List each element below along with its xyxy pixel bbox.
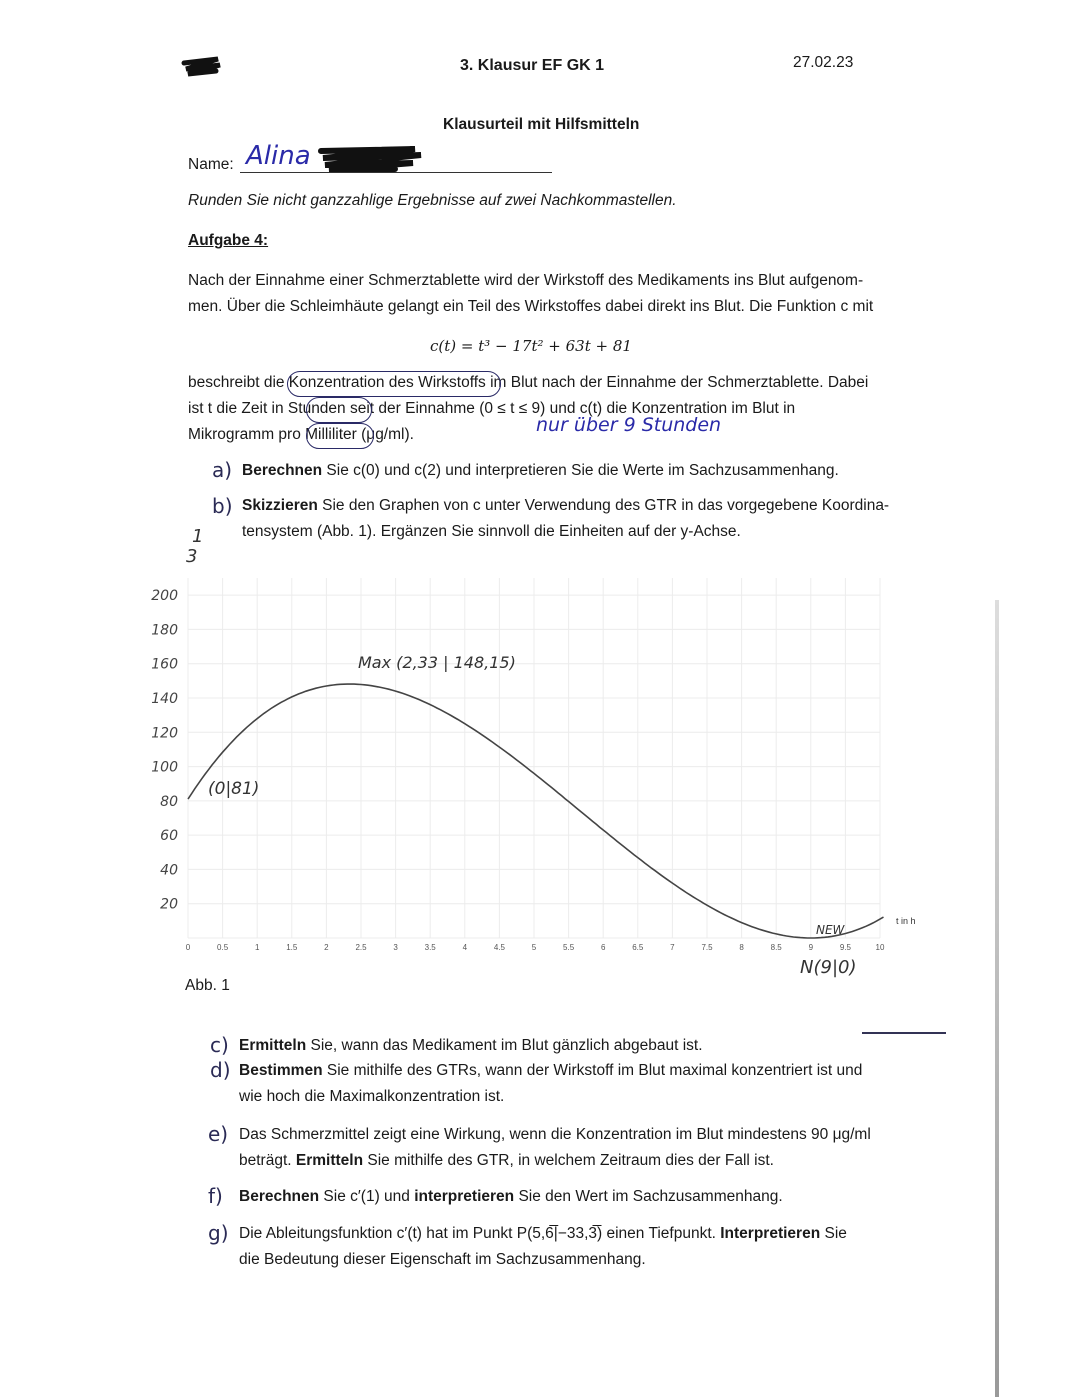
- x-tick-label: 10: [875, 943, 885, 952]
- rounding-instruction: Runden Sie nicht ganzzahlige Ergebnisse auf zwei Nachkommastellen.: [188, 192, 677, 209]
- name-label: Name:: [188, 156, 234, 173]
- mark-a: a): [212, 458, 233, 482]
- x-tick-label: 0.5: [217, 943, 229, 952]
- x-tick-label: 3: [393, 943, 398, 952]
- subtask-d-text2: wie hoch die Maximalkonzentration ist.: [239, 1088, 505, 1105]
- y-tick-label: 180: [151, 622, 178, 639]
- mark-b: b): [212, 494, 233, 518]
- figure-caption: Abb. 1: [185, 977, 230, 994]
- x-tick-label: 4.5: [493, 943, 505, 952]
- x-tick-label: 8: [739, 943, 744, 952]
- score-mark-2: 3: [186, 546, 198, 567]
- task-desc-line3: Mikrogramm pro Milliliter (μg/ml).: [188, 426, 414, 443]
- annotation-zero-label: NEW: [816, 923, 845, 937]
- subtask-b-text: Sie den Graphen von c unter Verwendung des GTR in das vorgegebene Koordina-: [317, 497, 890, 514]
- name-underline: [240, 172, 552, 173]
- subtask-f-text: Sie c′(1) und: [319, 1188, 415, 1205]
- subtask-e-verb: Ermitteln: [295, 1152, 364, 1169]
- divider-line: [862, 1032, 946, 1034]
- subtask-a: [242, 458, 839, 484]
- x-tick-label: 7.5: [701, 943, 713, 952]
- y-tick-labels: [151, 588, 178, 913]
- task-desc-line2: ist t die Zeit in Stunden seit der Einnahme (0 ≤ t ≤ 9) und c(t) die Konzentration im Blut in: [188, 400, 796, 417]
- x-tick-label: 7: [670, 943, 675, 952]
- circle-milliliter: [306, 423, 374, 449]
- x-tick-labels: [186, 943, 885, 952]
- subtask-d: [239, 1058, 862, 1110]
- subtask-c: [239, 1033, 703, 1059]
- annotation-start: (0|81): [208, 779, 260, 799]
- concentration-curve: [188, 684, 884, 938]
- x-tick-label: 8.5: [770, 943, 782, 952]
- subtask-g-text2: die Bedeutung dieser Eigenschaft im Sachzusammenhang.: [239, 1251, 646, 1268]
- subtask-f-verb2: interpretieren: [414, 1188, 515, 1205]
- score-mark-1: 1: [192, 526, 204, 547]
- x-tick-label: 9: [808, 943, 814, 952]
- task-intro-line1: Nach der Einnahme einer Schmerztablette wird der Wirkstoff des Medikaments ins Blut aufgenom-: [188, 272, 864, 289]
- subtask-a-text: Sie c(0) und c(2) und interpretieren Sie die Werte im Sachzusammenhang.: [322, 462, 839, 479]
- y-tick-label: 120: [151, 725, 178, 742]
- name-redaction: [315, 143, 427, 173]
- subtask-f-text2: Sie den Wert im Sachzusammenhang.: [514, 1188, 783, 1205]
- exam-title: 3. Klausur EF GK 1: [460, 57, 605, 74]
- subtask-e-text2: Sie mithilfe des GTR, in welchem Zeitraum dies der Fall ist.: [363, 1152, 774, 1169]
- x-tick-label: 3.5: [424, 943, 436, 952]
- x-tick-label: 9.5: [839, 943, 851, 952]
- subtask-b: [242, 493, 889, 545]
- exam-subtitle: Klausurteil mit Hilfsmitteln: [443, 116, 640, 133]
- chart-grid: [188, 578, 880, 938]
- circle-konzentration: [287, 371, 501, 397]
- subtask-d-verb: Bestimmen: [239, 1062, 323, 1079]
- task-intro-line2: men. Über die Schleimhäute gelangt ein Teil des Wirkstoffes dabei direkt ins Blut. Die Funktion c mit: [188, 298, 874, 315]
- subtask-c-text: Sie, wann das Medikament im Blut gänzlich abgebaut ist.: [306, 1037, 703, 1054]
- x-tick-label: 5: [531, 943, 537, 952]
- x-tick-label: 6.5: [632, 943, 644, 952]
- x-tick-label: 2: [324, 943, 329, 952]
- exam-date: 27.02.23: [793, 54, 854, 71]
- mark-g: g): [208, 1221, 229, 1245]
- subtask-c-verb: Ermitteln: [239, 1037, 307, 1054]
- x-tick-label: 1.5: [286, 943, 298, 952]
- annotation-zero: N(9|0): [800, 957, 857, 978]
- annotation-max: Max (2,33 | 148,15): [358, 653, 516, 672]
- y-tick-label: 200: [151, 588, 178, 605]
- subtask-f-verb: Berechnen: [239, 1188, 320, 1205]
- subtask-e-text2-pre: beträgt.: [239, 1152, 296, 1169]
- x-tick-label: 4: [462, 943, 468, 952]
- subtask-g-text: Sie: [820, 1225, 847, 1242]
- y-tick-label: 100: [151, 759, 178, 776]
- task-desc-line1: beschreibt die Konzentration des Wirkstoffs im Blut nach der Einnahme der Schmerztablette. Dabei: [188, 374, 869, 391]
- task-formula: c(t) = t³ − 17t² + 63t + 81: [430, 337, 632, 355]
- name-value: Alina: [246, 141, 311, 171]
- subtask-d-text: Sie mithilfe des GTRs, wann der Wirkstoff im Blut maximal konzentriert ist und: [322, 1062, 863, 1079]
- x-tick-label: 5.5: [563, 943, 575, 952]
- page-edge: [995, 600, 999, 1397]
- scribble-mark: [180, 55, 224, 77]
- y-tick-label: 80: [160, 793, 178, 810]
- concentration-chart: [140, 568, 1040, 1008]
- subtask-g: [239, 1221, 847, 1273]
- x-axis-label: t in h: [896, 916, 916, 926]
- y-tick-label: 160: [151, 656, 178, 673]
- subtask-g-verb: Interpretieren: [720, 1225, 821, 1242]
- x-tick-label: 1: [254, 943, 260, 952]
- task-title: Aufgabe 4:: [188, 232, 269, 249]
- x-tick-label: 6: [600, 943, 606, 952]
- mark-f: f): [208, 1184, 223, 1208]
- subtask-a-verb: Berechnen: [242, 462, 323, 479]
- circle-stunden: [306, 397, 372, 423]
- mark-c: c): [210, 1033, 229, 1057]
- y-tick-label: 140: [151, 691, 178, 707]
- x-tick-label: 2.5: [355, 943, 367, 952]
- y-tick-label: 20: [160, 896, 178, 913]
- subtask-f: [239, 1184, 783, 1210]
- subtask-e: [239, 1122, 871, 1174]
- subtask-e-text: Das Schmerzmittel zeigt eine Wirkung, wenn die Konzentration im Blut mindestens 90 μg/ml: [239, 1126, 871, 1143]
- y-tick-label: 40: [160, 862, 178, 879]
- mark-e: e): [208, 1122, 229, 1146]
- x-tick-label: 0: [185, 943, 191, 952]
- subtask-b-text2: tensystem (Abb. 1). Ergänzen Sie sinnvoll die Einheiten auf der y-Achse.: [242, 523, 741, 540]
- subtask-b-verb: Skizzieren: [242, 497, 318, 514]
- handwritten-note: nur über 9 Stunden: [536, 414, 722, 436]
- mark-d: d): [210, 1058, 231, 1082]
- subtask-g-text-pre: Die Ableitungsfunktion c′(t) hat im Punkt P(5,6̅|−33,3̅) einen Tiefpunkt.: [239, 1225, 721, 1242]
- y-tick-label: 60: [160, 828, 178, 845]
